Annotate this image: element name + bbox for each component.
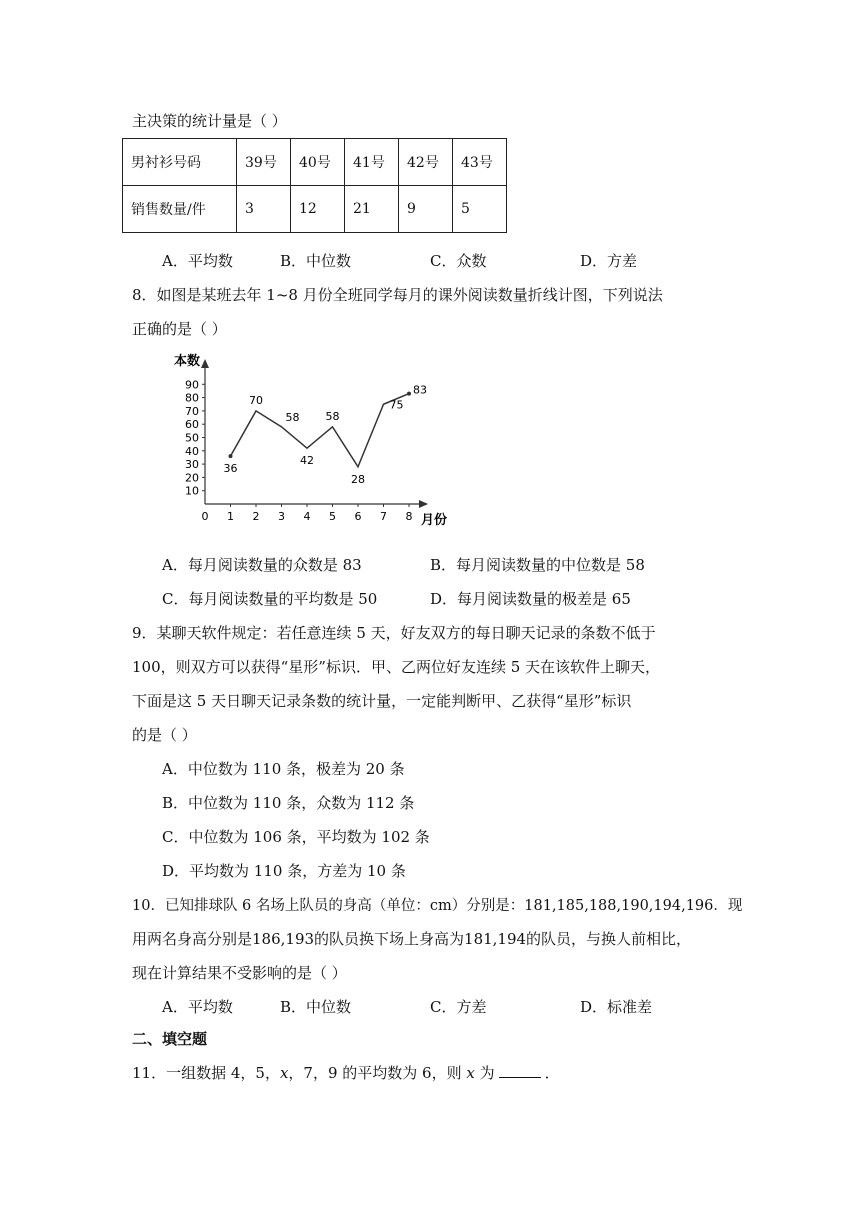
q7-stem-tail: 主决策的统计量是（ ） <box>132 112 287 130</box>
x-tick-label: 0 <box>201 510 209 523</box>
q9-option-d: D．平均数为 110 条，方差为 10 条 <box>162 862 406 880</box>
y-axis-label: 本数 <box>174 354 201 369</box>
q10-option-b: B．中位数 <box>280 998 352 1016</box>
q9-stem-line4: 的是（ ） <box>132 726 197 744</box>
q11-variable-2: x <box>466 1064 475 1082</box>
x-tick-label: 5 <box>329 510 336 523</box>
data-point <box>407 392 411 396</box>
q7-option-b: B．中位数 <box>280 252 352 270</box>
q10-stem-line2: 用两名身高分别是186,193的队员换下场上身高为181,194的队员，与换人前相比， <box>132 930 692 948</box>
q8-option-c: C．每月阅读数量的平均数是 50 <box>162 590 378 608</box>
q7-option-a: A．平均数 <box>162 252 233 270</box>
data-point <box>229 454 233 458</box>
table-cell: 43号 <box>453 139 507 186</box>
y-tick-label: 20 <box>185 471 199 485</box>
table-row-label: 销售数量/件 <box>123 186 237 233</box>
q11-part4: ． <box>544 1064 560 1082</box>
chart-axes <box>201 359 428 508</box>
section-title: 二、填空题 <box>132 1030 208 1048</box>
answer-blank[interactable] <box>499 1076 541 1078</box>
y-axis-arrow <box>201 359 209 368</box>
x-tick-label: 8 <box>405 510 413 523</box>
data-label: 83 <box>413 383 427 397</box>
q7-option-c: C．众数 <box>430 252 487 270</box>
data-label: 58 <box>325 409 340 423</box>
table-cell: 12 <box>291 186 345 233</box>
x-tick-label: 3 <box>278 510 285 523</box>
table-header-label: 男衬衫号码 <box>123 139 237 186</box>
q10-option-c: C．方差 <box>430 998 487 1016</box>
x-tick-label: 1 <box>227 510 234 523</box>
table-cell: 5 <box>453 186 507 233</box>
q9-option-c: C．中位数为 106 条，平均数为 102 条 <box>162 828 430 846</box>
y-tick-label: 30 <box>185 458 199 472</box>
y-tick-label: 40 <box>185 444 199 458</box>
y-tick-label: 60 <box>185 418 199 432</box>
x-axis-label: 月份 <box>421 513 448 528</box>
x-tick-label: 2 <box>252 510 260 523</box>
table-cell: 40号 <box>291 139 345 186</box>
y-tick-label: 50 <box>185 431 199 445</box>
table-cell: 42号 <box>399 139 453 186</box>
data-label: 28 <box>351 472 365 486</box>
table-cell: 9 <box>399 186 453 233</box>
q10-stem-line1: 10．已知排球队 6 名场上队员的身高（单位：cm）分别是：181,185,188,190,194,196．现 <box>132 898 743 914</box>
q8-option-a: A．每月阅读数量的众数是 83 <box>162 556 362 574</box>
y-tick-label: 90 <box>185 378 199 392</box>
q10-stem-line3: 现在计算结果不受影响的是（ ） <box>132 964 347 982</box>
y-tick-label: 70 <box>185 404 199 418</box>
data-label: 42 <box>300 454 314 468</box>
q8-stem-line1: 8．如图是某班去年 1~8 月份全班同学每月的课外阅读数量折线计图，下列说法 <box>132 286 663 304</box>
q11-part3: 为 <box>479 1064 495 1082</box>
table-row <box>123 186 507 233</box>
q11-part1: 11．一组数据 4，5， <box>132 1064 280 1082</box>
x-axis-arrow <box>419 500 428 508</box>
q11-part2: ，7，9 的平均数为 6，则 <box>288 1064 462 1082</box>
x-tick-labels <box>202 504 413 523</box>
q8-option-b: B．每月阅读数量的中位数是 58 <box>430 556 645 574</box>
q11-variable: x <box>279 1064 289 1082</box>
q7-option-d: D．方差 <box>580 252 638 270</box>
table-cell: 41号 <box>345 139 399 186</box>
table-row <box>123 139 507 186</box>
q8-stem-line2: 正确的是（ ） <box>132 320 227 338</box>
data-label: 36 <box>223 462 238 476</box>
q10-option-a: A．平均数 <box>162 998 233 1016</box>
q11-stem <box>132 1062 560 1083</box>
q9-stem-line2: 100，则双方可以获得“星形”标识．甲、乙两位好友连续 5 天在该软件上聊天， <box>132 658 661 676</box>
x-tick-label: 7 <box>380 510 387 523</box>
reading-line-chart <box>165 350 455 532</box>
y-tick-labels <box>185 378 205 497</box>
x-tick-label: 6 <box>354 510 362 523</box>
data-label: 75 <box>389 398 404 412</box>
data-label: 70 <box>249 393 263 407</box>
table-cell: 21 <box>345 186 399 233</box>
x-tick-label: 4 <box>303 510 311 523</box>
table-cell: 39号 <box>237 139 291 186</box>
y-tick-label: 10 <box>185 484 199 498</box>
q9-option-b: B．中位数为 110 条，众数为 112 条 <box>162 794 415 812</box>
q9-stem-line1: 9．某聊天软件规定：若任意连续 5 天，好友双方的每日聊天记录的条数不低于 <box>132 624 656 642</box>
q9-stem-line3: 下面是这 5 天日聊天记录条数的统计量，一定能判断甲、乙获得“星形”标识 <box>132 692 632 710</box>
shirt-size-table <box>122 138 507 233</box>
data-labels <box>224 384 428 486</box>
q10-option-d: D．标准差 <box>580 998 653 1016</box>
q9-option-a: A．中位数为 110 条，极差为 20 条 <box>162 760 405 778</box>
q8-option-d: D．每月阅读数量的极差是 65 <box>430 590 631 608</box>
data-label: 58 <box>285 410 300 424</box>
y-tick-label: 80 <box>185 391 199 405</box>
table-cell: 3 <box>237 186 291 233</box>
